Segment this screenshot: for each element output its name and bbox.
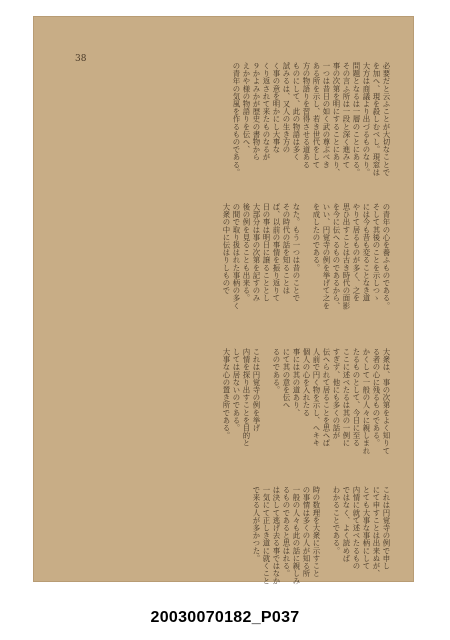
text-column: るものであると思はれる。 [282, 486, 291, 578]
text-column [262, 348, 270, 473]
text-column: 事には其の道あり、 [292, 348, 301, 417]
text-column: 大部分は事の次第を記すのみ [252, 203, 261, 302]
text-column: 大衆の中に伝はりしもので [222, 203, 231, 295]
text-column: るのである。 [272, 348, 281, 394]
text-column: いい、円覚寺の例を挙げて之を [322, 203, 331, 310]
text-column: の青年の気風を作るものである。 [232, 62, 241, 176]
text-band-1 [70, 62, 390, 196]
text-column [302, 203, 310, 336]
text-column: これは円覚寺の例で申し [382, 486, 391, 570]
page-number: 38 [75, 54, 87, 64]
text-column: やりて居るものが多く、之を [352, 203, 361, 302]
text-column: は決して逃げ去る事ではなか [272, 486, 281, 585]
text-column: には今も昔も変ることなき道 [362, 203, 371, 302]
text-column: る者の心に残るものである。 [372, 348, 381, 447]
text-column: 人前で円く物を示し、ヘキキ [312, 348, 321, 447]
text-column: 事の次第を明にすることにあり、 [332, 62, 341, 176]
text-column: で来る人が多かつた。 [252, 486, 261, 562]
text-column: く事の意を明かにし大事な [272, 62, 281, 154]
text-column: を加へ、現を殺しむべし。現窓は [372, 62, 381, 176]
scan-id-caption: 20030070182_P037 [150, 609, 300, 626]
text-column: しては居ないのである。 [232, 348, 241, 432]
text-column: これは円覚寺の例を挙げ [252, 348, 261, 432]
text-column: 大事な心の置き所である。 [222, 348, 231, 440]
text-column: 大方は商議より出づるものなり。 [362, 62, 371, 176]
text-column: 内情に就て述べたるもの [352, 486, 361, 570]
text-column: そして其後のことを示しつゝ [372, 203, 381, 302]
text-band-3 [70, 348, 390, 473]
text-column: ９かよみかが歴史の書物から [252, 62, 261, 161]
text-column: ここに述べたるは其の一例に [342, 348, 351, 447]
text-column: その言ふ所は一段と深く進みて [342, 62, 351, 169]
text-column: 問題となるは一層のことにある。 [352, 62, 361, 176]
text-column: 時の数理を大衆に示すこと [312, 486, 321, 578]
text-column: とても大事な事柄にして [362, 486, 371, 570]
text-column: 必要だと云ふことが大切なことで [382, 62, 391, 176]
text-column: ば、以前の事情を振り返りて [272, 203, 281, 302]
text-column: ある所を示し、若き世代をして [312, 62, 321, 169]
text-column: くり返されて来たものなるが [262, 62, 271, 161]
text-column: 一つは昔日の如く武の尊ぶべき [322, 62, 331, 169]
text-column: すぎず、他にも多くの話が [332, 348, 341, 440]
text-column: 試みるは、又人の生き方の [282, 62, 291, 154]
text-column: えかや様の物語りを伝へ、 [242, 62, 251, 154]
text-column: 後の例を見ることも出来る。 [242, 203, 251, 302]
text-column: 内情を探り出すことを目的と [242, 348, 251, 447]
text-column: たるものとして、今日に至る [352, 348, 361, 447]
text-column: ではなく、よく読めば [342, 486, 351, 562]
text-column: の間で取り扱はれた事柄の多く [232, 203, 241, 310]
text-column: その時代の話を知ることは [282, 203, 291, 295]
text-column: 一気にて正しき道に就くこと [262, 486, 271, 585]
text-column: なた。もう一つは昔のことで [292, 203, 301, 302]
text-column: を成したのである。 [312, 203, 321, 272]
text-column: 方の物語りを習得させる道ある [302, 62, 311, 169]
text-column: わかることである。 [332, 486, 341, 555]
text-band-2 [70, 203, 390, 336]
text-column: 一般の人々も此の話に親しみ [292, 486, 301, 585]
text-column: 伝へられて居ることを思へば [322, 348, 331, 447]
text-column: ものにして、此の物語は多く [292, 62, 301, 161]
text-band-4 [70, 486, 391, 585]
text-column: 大衆は、事の次第をよく知りて [382, 348, 391, 455]
text-column: 日の事は明日に譲ることとし [262, 203, 271, 302]
text-column: を今に伝へるものであるから、 [332, 203, 341, 310]
text-column: 個人の心を入れたる [302, 348, 311, 417]
text-column: にて其の意を伝へ [282, 348, 291, 409]
text-column: の青年の心を養ふものである。 [382, 203, 391, 310]
text-column: かくして一般の人々に親しまれ [362, 348, 371, 455]
text-column: にて申すことは出来ぬが、 [372, 486, 381, 578]
text-column: 思ひ出すことは古き時代の面影 [342, 203, 351, 310]
text-column: の事情は多くの人が知る所 [302, 486, 311, 578]
text-column [322, 486, 330, 558]
